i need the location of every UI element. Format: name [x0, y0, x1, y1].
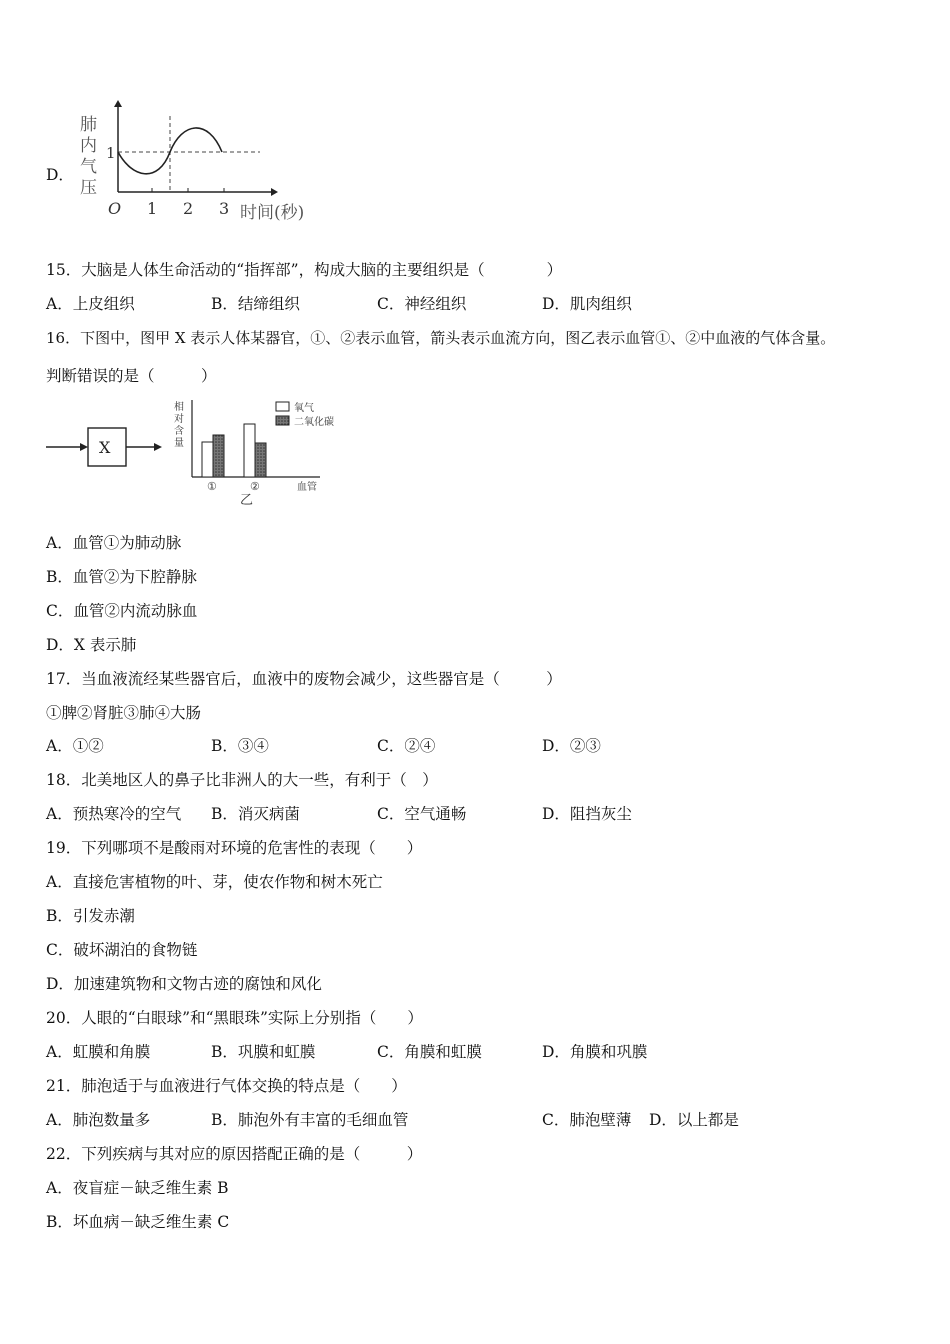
legend-co2-label: 二氧化碳 [294, 417, 334, 428]
q18-option-a[interactable]: A．预热寒冷的空气 [46, 805, 182, 823]
xlabel: 时间(秒) [240, 203, 305, 223]
q16-stem-line2: 判断错误的是（ ） [46, 367, 217, 385]
q22-stem: 22．下列疾病与其对应的原因搭配正确的是（ ） [46, 1145, 423, 1163]
q21-stem: 21．肺泡适于与血液进行气体交换的特点是（ ） [46, 1077, 407, 1095]
outflow-arrowhead [154, 443, 162, 451]
x-tick-label-3: 3 [219, 199, 230, 218]
q16-figure-a [44, 420, 174, 470]
legend-oxygen-label: 氧气 [294, 403, 314, 414]
q16-option-d[interactable]: D．X 表示肺 [46, 636, 137, 654]
q15-option-a[interactable]: A．上皮组织 [46, 295, 135, 313]
q17-items: ①脾②肾脏③肺④大肠 [46, 704, 202, 722]
q17-option-b[interactable]: B．③④ [211, 737, 269, 755]
q18-stem: 18．北美地区人的鼻子比非洲人的大一些，有利于（ ） [46, 771, 438, 789]
ylabel-char-1: 对 [174, 414, 184, 425]
x-tick-label-2: 2 [183, 199, 194, 218]
category-label-2: ② [250, 480, 260, 493]
ylabel-char-0: 肺 [80, 115, 97, 135]
q14-option-d-label: D． [46, 166, 74, 184]
q20-option-a[interactable]: A．虹膜和角膜 [46, 1043, 151, 1061]
q18-option-d[interactable]: D．阻挡灰尘 [542, 805, 632, 823]
q17-option-a[interactable]: A．①② [46, 737, 104, 755]
q19-stem: 19．下列哪项不是酸雨对环境的危害性的表现（ ） [46, 839, 423, 857]
x-origin: O [108, 199, 122, 218]
ylabel-char-2: 气 [80, 157, 97, 177]
q18-option-b[interactable]: B．消灭病菌 [211, 805, 300, 823]
q19-option-a[interactable]: A．直接危害植物的叶、芽，使农作物和树木死亡 [46, 873, 383, 891]
q22-option-b[interactable]: B．坏血病－缺乏维生素 C [46, 1213, 230, 1231]
ylabel-char-3: 压 [80, 178, 97, 198]
bar-co2-vessel-1 [213, 435, 224, 477]
q17-option-c[interactable]: C．②④ [377, 737, 436, 755]
q17-stem: 17．当血液流经某些器官后，血液中的废物会减少，这些器官是（ ） [46, 670, 562, 688]
bar-co2-vessel-2 [255, 443, 266, 477]
q21-option-d[interactable]: D．以上都是 [649, 1111, 739, 1129]
bar-oxygen-vessel-2 [244, 424, 255, 477]
q16-stem-line1: 16．下图中，图甲 X 表示人体某器官，①、②表示血管，箭头表示血流方向，图乙表示血管①、②中血液的气体含量。 [46, 329, 836, 347]
q15-option-d[interactable]: D．肌肉组织 [542, 295, 632, 313]
q17-option-d[interactable]: D．②③ [542, 737, 601, 755]
q21-option-a[interactable]: A．肺泡数量多 [46, 1111, 151, 1129]
q16-option-a[interactable]: A．血管①为肺动脉 [46, 534, 182, 552]
q22-option-a[interactable]: A．夜盲症－缺乏维生素 B [46, 1179, 229, 1197]
x-tick-label-1: 1 [147, 199, 158, 218]
ylabel-char-0: 相 [174, 402, 184, 413]
q20-stem: 20．人眼的“白眼球”和“黑眼珠”实际上分别指（ ） [46, 1009, 423, 1027]
q18-option-c[interactable]: C．空气通畅 [377, 805, 467, 823]
q19-option-d[interactable]: D．加速建筑物和文物古迹的腐蚀和风化 [46, 975, 322, 993]
q21-option-c[interactable]: C．肺泡壁薄 [542, 1111, 632, 1129]
q20-option-c[interactable]: C．角膜和虹膜 [377, 1043, 482, 1061]
y-axis-arrow [114, 100, 122, 107]
q19-option-c[interactable]: C．破坏湖泊的食物链 [46, 941, 198, 959]
organ-box-label: X [99, 438, 111, 457]
xlabel: 血管 [297, 482, 317, 493]
q15-stem: 15．大脑是人体生命活动的“指挥部”，构成大脑的主要组织是（ ） [46, 261, 563, 279]
q19-option-b[interactable]: B．引发赤潮 [46, 907, 135, 925]
q20-option-d[interactable]: D．角膜和巩膜 [542, 1043, 648, 1061]
q21-option-b[interactable]: B．肺泡外有丰富的毛细血管 [211, 1111, 409, 1129]
q15-option-c[interactable]: C．神经组织 [377, 295, 467, 313]
inflow-arrowhead [80, 443, 88, 451]
caption: 乙 [240, 493, 254, 508]
q15-option-b[interactable]: B．结缔组织 [211, 295, 300, 313]
q14-lung-pressure-graph [70, 98, 330, 228]
ylabel-char-2: 含 [174, 426, 184, 437]
bar-oxygen-vessel-1 [202, 442, 213, 477]
q16-option-c[interactable]: C．血管②内流动脉血 [46, 602, 198, 620]
x-axis-arrow [271, 188, 278, 196]
ylabel-char-3: 量 [174, 438, 184, 449]
q16-option-b[interactable]: B．血管②为下腔静脉 [46, 568, 197, 586]
category-label-1: ① [207, 480, 217, 493]
legend-oxygen-swatch [276, 402, 289, 411]
q20-option-b[interactable]: B．巩膜和虹膜 [211, 1043, 316, 1061]
y-tick-1: 1 [106, 144, 116, 162]
q16-figure-b-bar-chart [170, 396, 360, 508]
ylabel-char-1: 内 [80, 136, 97, 156]
legend-co2-swatch [276, 416, 289, 425]
